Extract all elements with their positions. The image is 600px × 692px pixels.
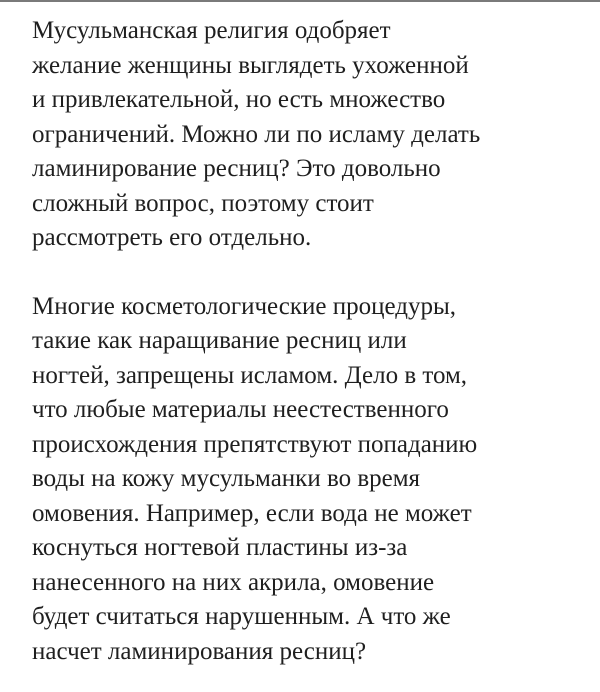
text-line: нанесенного на них акрила, омовение: [32, 568, 435, 596]
text-line: ограничений. Можно ли по исламу делать: [32, 120, 481, 148]
text-line: Многие косметологические процедуры,: [32, 292, 457, 320]
text-line: ламинирование ресниц? Это довольно: [32, 155, 441, 182]
top-divider: [0, 0, 600, 2]
text-line: и привлекательной, но есть множество: [32, 86, 446, 113]
text-line: желание женщины выглядеть ухоженной: [32, 51, 469, 79]
text-line: омовения. Например, если вода не может: [32, 499, 472, 527]
text-line: Мусульманская религия одобряет: [32, 17, 391, 44]
text-line: коснуться ногтевой пластины из-за: [32, 534, 408, 561]
text-line: сложный вопрос, поэтому стоит: [32, 189, 374, 217]
text-line: будет считаться нарушенным. А что же: [32, 603, 451, 630]
text-line: ногтей, запрещены исламом. Дело в том,: [32, 361, 468, 389]
text-line: происхождения препятствуют попаданию: [32, 430, 478, 458]
text-line: рассмотреть его отдельно.: [32, 224, 312, 251]
text-line: воды на кожу мусульманки во время: [32, 465, 421, 492]
text-line: что любые материалы неестественного: [32, 396, 449, 423]
text-line: такие как наращивание ресниц или: [32, 327, 407, 354]
paragraph-procedures: [32, 290, 592, 670]
article-body: [32, 14, 592, 669]
text-line: насчет ламинирования ресниц?: [32, 637, 367, 665]
paragraph-intro: [32, 14, 592, 256]
